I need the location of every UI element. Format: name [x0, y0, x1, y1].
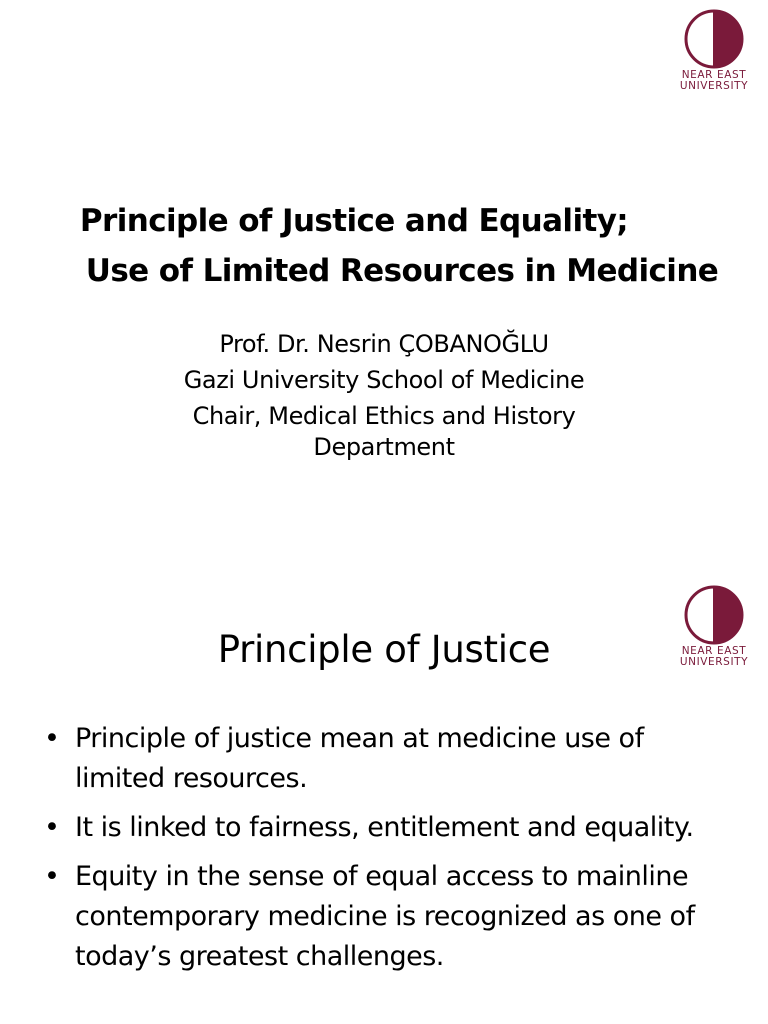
slide-title-line1: Principle of Justice and Equality;	[79, 203, 629, 239]
slide-title: Principle of Justice	[217, 628, 551, 671]
bullet-text: Principle of justice mean at medicine use of limited resources.	[75, 723, 644, 794]
logo-text-line2: UNIVERSITY	[679, 656, 749, 668]
list-item	[44, 857, 734, 977]
author-position-line2: Department	[313, 433, 455, 461]
content-slide	[0, 512, 768, 1024]
bullet-text: It is linked to fairness, entitlement and equality.	[75, 812, 694, 843]
logo-text-line1: NEAR EAST	[681, 69, 747, 81]
list-item	[44, 808, 734, 848]
list-item	[44, 719, 734, 799]
bullet-list	[44, 719, 734, 986]
slide-title	[40, 196, 728, 296]
author-affiliation: Gazi University School of Medicine	[183, 366, 585, 394]
logo-text-line2: UNIVERSITY	[679, 80, 749, 92]
logo-text-line1: NEAR EAST	[681, 645, 747, 657]
university-logo	[672, 8, 756, 92]
author-name: Prof. Dr. Nesrin ÇOBANOĞLU	[219, 330, 549, 358]
bullet-icon: •	[44, 812, 60, 843]
slide-subtitle	[90, 326, 678, 465]
bullet-icon: •	[44, 723, 60, 754]
bullet-text: Equity in the sense of equal access to mainline contemporary medicine is recognized as one of today’s greatest challenges.	[75, 861, 695, 972]
slide-title-line2: Use of Limited Resources in Medicine	[85, 253, 719, 289]
near-east-university-logo-icon	[683, 8, 745, 70]
bullet-icon: •	[44, 861, 60, 892]
author-position-line1: Chair, Medical Ethics and History	[192, 402, 576, 430]
